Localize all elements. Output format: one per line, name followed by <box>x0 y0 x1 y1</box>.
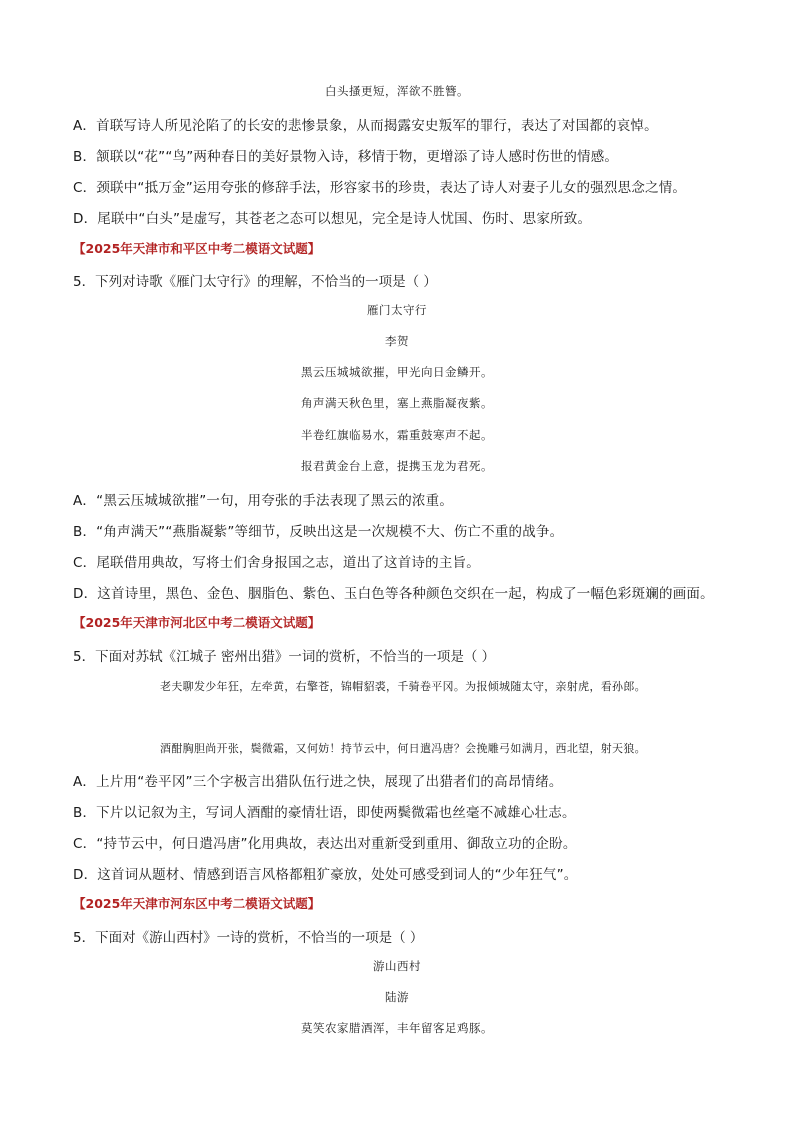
option-d: D．这首诗里，黑色、金色、胭脂色、紫色、玉白色等各种颜色交织在一起，构成了一幅色彩斑斓的画面。 <box>73 586 714 602</box>
question-stem: 5．下面对苏轼《江城子 密州出猎》一词的赏析，不恰当的一项是（ ） <box>73 649 496 665</box>
poem-line: 报君黄金台上意，提携玉龙为君死。 <box>301 459 493 473</box>
poem-line: 角声满天秋色里，塞上燕脂凝夜紫。 <box>301 396 493 410</box>
ci-text-part1: 老夫聊发少年狂，左牵黄，右擎苍，锦帽貂裘，千骑卷平冈。为报倾城随太守，亲射虎，看孙郎。 <box>160 680 646 693</box>
option-b: B．下片以记叙为主，写词人酒酣的豪情壮语，即使两鬓微霜也丝毫不减雄心壮志。 <box>73 805 576 821</box>
option-b: B．颔联以“花”“鸟”两种春日的美好景物入诗，移情于物，更增添了诗人感时伤世的情感。 <box>73 149 619 165</box>
option-c: C．颈联中“抵万金”运用夸张的修辞手法，形容家书的珍贵，表达了诗人对妻子儿女的强烈思念之情。 <box>73 180 687 196</box>
poem-line: 半卷红旗临易水，霜重鼓寒声不起。 <box>301 428 493 442</box>
option-b: B．“角声满天”“燕脂凝紫”等细节，反映出这是一次规模不大、伤亡不重的战争。 <box>73 524 564 540</box>
question-source: 【2025年天津市河东区中考二模语文试题】 <box>73 896 321 911</box>
poem-title: 游山西村 <box>373 959 421 973</box>
poem-line: 白头搔更短，浑欲不胜簪。 <box>325 84 469 98</box>
poem-author: 陆游 <box>385 990 409 1004</box>
option-a: A．上片用“卷平冈”三个字极言出猎队伍行进之快，展现了出猎者们的高昂情绪。 <box>73 774 563 790</box>
option-c: C．尾联借用典故，写将士们舍身报国之志，道出了这首诗的主旨。 <box>73 555 480 571</box>
option-c: C．“持节云中，何日遣冯唐”化用典故，表达出对重新受到重用、御敌立功的企盼。 <box>73 836 577 852</box>
poem-title: 雁门太守行 <box>367 303 427 317</box>
question-source: 【2025年天津市河北区中考二模语文试题】 <box>73 615 321 630</box>
poem-author: 李贺 <box>385 334 409 348</box>
poem-line: 黑云压城城欲摧，甲光向日金鳞开。 <box>301 365 493 379</box>
question-stem: 5．下列对诗歌《雁门太守行》的理解，不恰当的一项是（ ） <box>73 274 437 290</box>
option-a: A．“黑云压城城欲摧”一句，用夸张的手法表现了黑云的浓重。 <box>73 493 454 509</box>
question-stem: 5．下面对《游山西村》一诗的赏析，不恰当的一项是（ ） <box>73 930 424 946</box>
ci-text-part2: 酒酣胸胆尚开张，鬓微霜，又何妨！持节云中，何日遣冯唐？会挽雕弓如满月，西北望，射天狼。 <box>160 742 646 755</box>
option-d: D．这首词从题材、情感到语言风格都粗犷豪放，处处可感受到词人的“少年狂气”。 <box>73 867 578 883</box>
question-source: 【2025年天津市和平区中考二模语文试题】 <box>73 241 321 256</box>
poem-line: 莫笑农家腊酒浑，丰年留客足鸡豚。 <box>301 1021 493 1035</box>
option-a: A．首联写诗人所见沦陷了的长安的悲惨景象，从而揭露安史叛军的罪行，表达了对国都的哀悼。 <box>73 118 658 134</box>
option-d: D．尾联中“白头”是虚写，其苍老之态可以想见，完全是诗人忧国、伤时、思家所致。 <box>73 211 592 227</box>
